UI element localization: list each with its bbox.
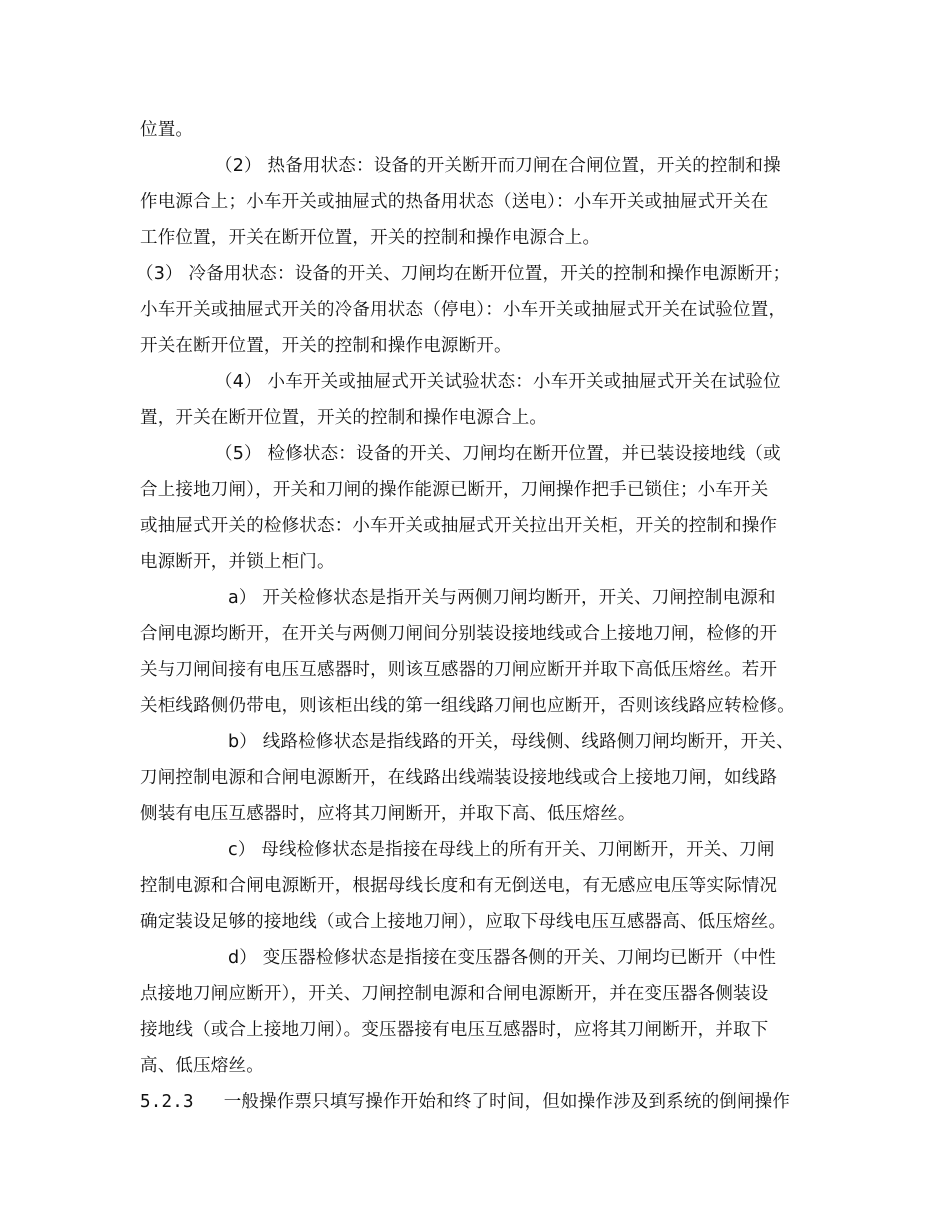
section-text: 一般操作票只填写操作开始和终了时间，但如操作涉及到系统的倒闸操作 — [223, 1092, 791, 1112]
text-line: 小车开关或抽屉式开关的冷备用状态（停电）：小车开关或抽屉式开关在试验位置， — [140, 300, 787, 320]
text-line: a） 开关检修状态是指开关与两侧刀闸均断开，开关、刀闸控制电源和 — [228, 588, 776, 608]
text-line: c） 母线检修状态是指接在母线上的所有开关、刀闸断开，开关、刀闸 — [228, 840, 775, 860]
text-line: 确定装设足够的接地线（或合上接地刀闸），应取下母线电压互感器高、低压熔丝。 — [140, 912, 787, 932]
section-line — [140, 1090, 790, 1114]
text-line: （3） 冷备用状态：设备的开关、刀闸均在断开位置，开关的控制和操作电源断开； — [136, 264, 791, 284]
text-line: 合闸电源均断开，在开关与两侧刀闸间分别装设接地线或合上接地刀闸，检修的开 — [140, 624, 778, 644]
text-line: 工作位置，开关在断开位置，开关的控制和操作电源合上。 — [140, 228, 601, 248]
text-line: 接地线（或合上接地刀闸）。变压器接有电压互感器时，应将其刀闸断开，并取下 — [140, 1020, 769, 1040]
text-line: （2） 热备用状态：设备的开关断开而刀闸在合闸位置，开关的控制和操 — [215, 156, 781, 176]
text-line: 或抽屉式开关的检修状态：小车开关或抽屉式开关拉出开关柜，开关的控制和操作 — [140, 516, 778, 536]
text-line: 位置。 — [140, 120, 194, 140]
text-line: 置，开关在断开位置，开关的控制和操作电源合上。 — [140, 408, 548, 428]
text-line: 点接地刀闸应断开），开关、刀闸控制电源和合闸电源断开，并在变压器各侧装设 — [140, 984, 769, 1004]
text-line: 关柜线路侧仍带电，则该柜出线的第一组线路刀闸也应断开，否则该线路应转检修。 — [140, 696, 795, 716]
text-line: 控制电源和合闸电源断开，根据母线长度和有无倒送电，有无感应电压等实际情况 — [140, 876, 778, 896]
text-line: （4） 小车开关或抽屉式开关试验状态：小车开关或抽屉式开关在试验位 — [215, 372, 781, 392]
text-line: 关与刀闸间接有电压互感器时，则该互感器的刀闸应断开并取下高低压熔丝。若开 — [140, 660, 778, 680]
section-number: 5.2.3 — [140, 1092, 194, 1112]
text-line: 开关在断开位置，开关的控制和操作电源断开。 — [140, 336, 512, 356]
text-line: 高、低压熔丝。 — [140, 1056, 264, 1076]
text-line: b） 线路检修状态是指线路的开关，母线侧、线路侧刀闸均断开，开关、 — [228, 732, 794, 752]
text-line: 刀闸控制电源和合闸电源断开，在线路出线端装设接地线或合上接地刀闸，如线路 — [140, 768, 778, 788]
text-line: 电源断开，并锁上柜门。 — [140, 552, 335, 572]
text-line: d） 变压器检修状态是指接在变压器各侧的开关、刀闸均已断开（中性 — [228, 948, 777, 968]
text-line: 合上接地刀闸），开关和刀闸的操作能源已断开，刀闸操作把手已锁住；小车开关 — [140, 480, 769, 500]
text-line: 侧装有电压互感器时，应将其刀闸断开，并取下高、低压熔丝。 — [140, 804, 636, 824]
text-line: 作电源合上；小车开关或抽屉式的热备用状态（送电）：小车开关或抽屉式开关在 — [140, 192, 769, 212]
text-line: （5） 检修状态：设备的开关、刀闸均在断开位置，并已装设接地线（或 — [215, 444, 781, 464]
